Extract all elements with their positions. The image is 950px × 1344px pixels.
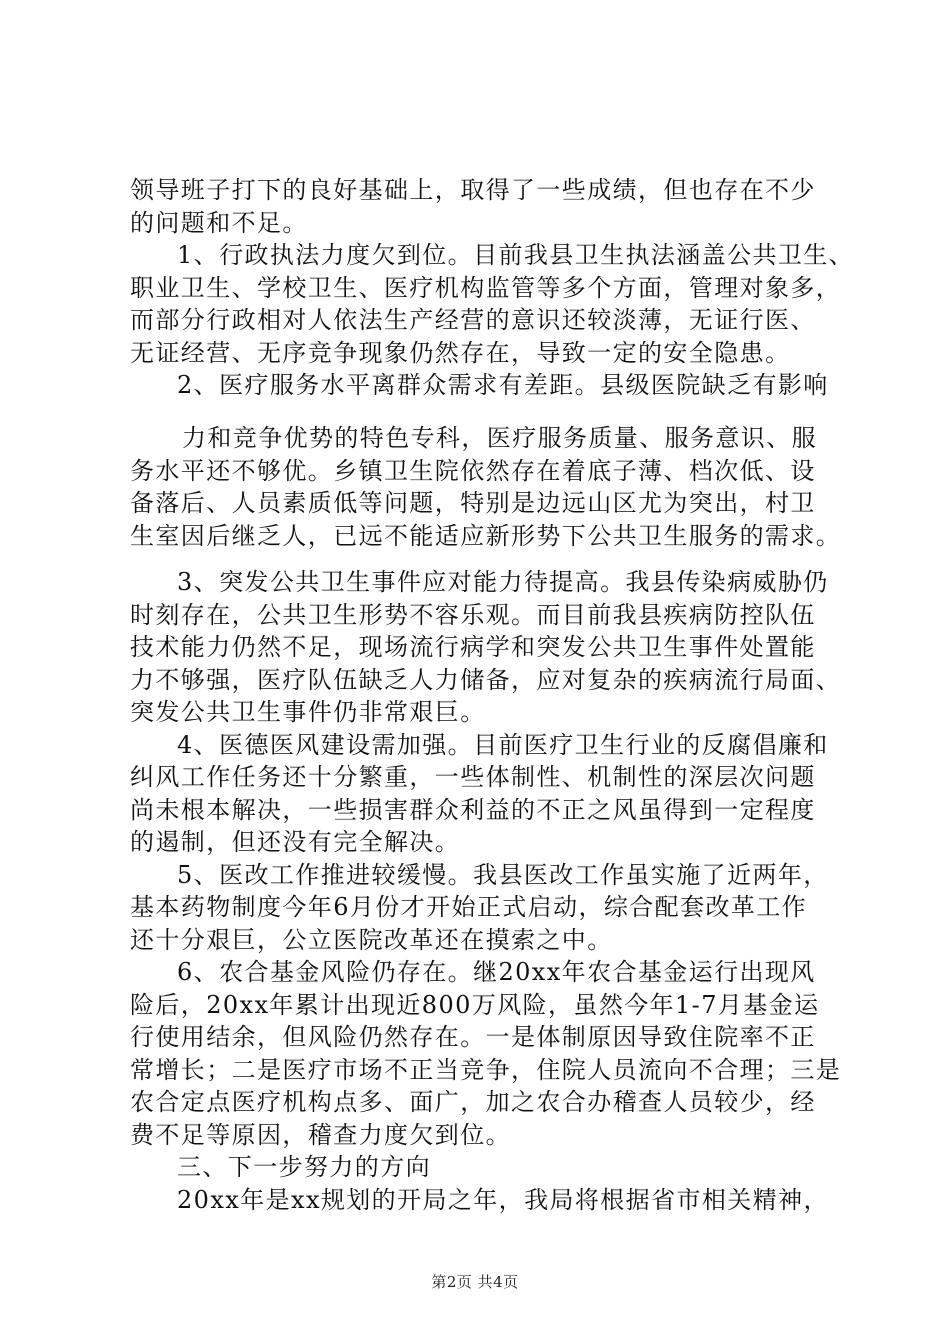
text-line: 无证经营、无序竞争现象仍然存在，导致一定的安全隐患。: [130, 338, 791, 367]
text-line: 突发公共卫生事件仍非常艰巨。: [130, 698, 486, 726]
text-line: 而部分行政相对人依法生产经营的意识还较淡薄，无证行医、: [130, 306, 816, 334]
text-line: 职业卫生、学校卫生、医疗机构监管等多个方面，管理对象多，: [130, 273, 842, 302]
text-line: 时刻存在，公共卫生形势不容乐观。而目前我县疾病防控队伍: [130, 600, 816, 629]
text-block-1: [130, 174, 855, 402]
text-line: 6、农合基金风险仍存在。继20xx年农合基金运行出现风: [177, 958, 816, 986]
text-line: 20xx年是xx规划的开局之年，我局将根据省市相关精神，: [177, 1185, 829, 1214]
text-line: 1、行政执法力度欠到位。目前我县卫生执法涵盖公共卫生、: [177, 241, 855, 269]
text-line: 常增长；二是医疗市场不正当竞争，住院人员流向不合理；三是: [130, 1055, 842, 1084]
text-line: 险后，20xx年累计出现近800万风险，虽然今年1-7月基金运: [130, 990, 820, 1019]
text-line: 纠风工作任务还十分繁重，一些体制性、机制性的深层次问题: [130, 763, 816, 791]
text-line: 备落后、人员素质低等问题，特别是边远山区尤为突出，村卫: [130, 489, 816, 517]
text-line: 力和竞争优势的特色专科，医疗服务质量、服务意识、服: [182, 424, 817, 452]
text-line: 2、医疗服务水平离群众需求有差距。县级医院缺乏有影响: [177, 371, 829, 399]
text-line: 的问题和不足。: [130, 208, 308, 237]
text-line: 还十分艰巨，公立医院改革还在摸索之中。: [130, 925, 613, 954]
text-line: 3、突发公共卫生事件应对能力待提高。我县传染病威胁仍: [177, 568, 829, 596]
text-line: 行使用结余，但风险仍然存在。一是体制原因导致住院率不正: [130, 1023, 816, 1051]
text-line: 农合定点医疗机构点多、面广，加之农合办稽查人员较少，经: [130, 1088, 816, 1116]
text-line: 领导班子打下的良好基础上，取得了一些成绩，但也存在不少: [130, 176, 816, 204]
text-line: 务水平还不够优。乡镇卫生院依然存在着底子薄、档次低、设: [130, 456, 816, 485]
text-line: 技术能力仍然不足，现场流行病学和突发公共卫生事件处置能: [130, 633, 816, 661]
text-line: 生室因后继乏人，已远不能适应新形势下公共卫生服务的需求。: [130, 521, 842, 550]
text-line: 力不够强，医疗队伍缺乏人力储备，应对复杂的疾病流行局面、: [130, 665, 842, 694]
text-line: 4、医德医风建设需加强。目前医疗卫生行业的反腐倡廉和: [177, 730, 829, 759]
text-line: 5、医改工作推进较缓慢。我县医改工作虽实施了近两年，: [177, 860, 829, 889]
text-block-2: [130, 422, 850, 552]
text-line: 基本药物制度今年6月份才开始正式启动，综合配套改革工作: [130, 893, 808, 921]
text-block-3: [130, 566, 850, 1216]
text-line: 费不足等原因，稽查力度欠到位。: [130, 1120, 511, 1149]
text-line: 的遏制，但还没有完全解决。: [130, 828, 461, 856]
text-line: 尚未根本解决，一些损害群众利益的不正之风虽得到一定程度: [130, 795, 816, 824]
page-footer: 第2页 共4页: [431, 1273, 519, 1291]
section-heading: 三、下一步努力的方向: [177, 1153, 431, 1181]
